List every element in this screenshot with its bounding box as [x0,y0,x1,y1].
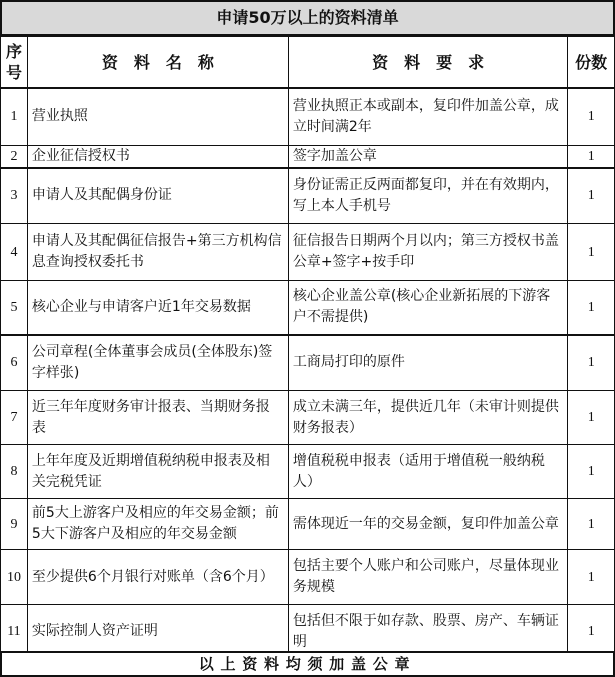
table-row [1,391,615,445]
row-no: 3 [1,168,28,224]
table-row [1,224,615,281]
row-name [27,499,288,550]
row-requirement: 包括主要个人账户和公司账户，尽量体现业务规模 [288,550,568,605]
row-requirement: 征信报告日期两个月以内；第三方授权书盖公章+签字+按手印 [288,224,568,281]
row-copies: 1 [568,605,615,659]
table-row [1,281,615,335]
table-row [1,168,615,224]
row-name: 近三年年度财务审计报表、当期财务报表 [27,391,288,445]
row-no: 2 [1,145,28,168]
row-no: 8 [1,445,28,499]
row-name: 申请人及其配偶身份证 [27,168,288,224]
row-copies: 1 [568,550,615,605]
row-no: 1 [1,88,28,145]
row-requirement: 签字加盖公章 [288,145,568,168]
row-copies: 1 [568,391,615,445]
table-row [1,445,615,499]
document-title: 申请50万以上的资料清单 [0,0,615,36]
row-requirement: 营业执照正本或副本，复印件加盖公章，成立时间满2年 [288,88,568,145]
footer-note: 以上资料均须加盖公章 [0,651,615,677]
table-row [1,88,615,145]
row-requirement: 身份证需正反两面都复印，并在有效期内，写上本人手机号 [288,168,568,224]
row-name: 实际控制人资产证明 [27,605,288,659]
row-copies: 1 [568,88,615,145]
row-name: 营业执照 [27,88,288,145]
header-no: 序号 [1,37,28,89]
row-name: 申请人及其配偶征信报告+第三方机构信息查询授权委托书 [27,224,288,281]
row-no: 4 [1,224,28,281]
row-name: 上年年度及近期增值税纳税申报表及相关完税凭证 [27,445,288,499]
row-no: 9 [1,499,28,550]
header-copies: 份数 [568,37,615,89]
materials-table [0,36,615,659]
table-row [1,145,615,168]
row-no: 11 [1,605,28,659]
row-no: 5 [1,281,28,335]
table-row [1,335,615,391]
row-requirement: 工商局打印的原件 [288,335,568,391]
row-copies: 1 [568,145,615,168]
table-row [1,550,615,605]
header-row [1,37,615,89]
row-requirement: 核心企业盖公章(核心企业新拓展的下游客户不需提供) [288,281,568,335]
row-copies: 1 [568,335,615,391]
row-copies: 1 [568,499,615,550]
row-copies: 1 [568,281,615,335]
row-copies: 1 [568,224,615,281]
table-row [1,499,615,550]
row-name: 核心企业与申请客户近1年交易数据 [27,281,288,335]
row-name-text: 前5大上游客户及相应的年交易金额；前5大下游客户及相应的年交易金额 [31,505,279,542]
row-name: 公司章程(全体董事会成员(全体股东)签字样张) [27,335,288,391]
row-copies: 1 [568,168,615,224]
row-requirement: 包括但不限于如存款、股票、房产、车辆证明 [288,605,568,659]
row-no: 6 [1,335,28,391]
header-requirement: 资 料 要 求 [288,37,568,89]
row-no: 7 [1,391,28,445]
row-requirement: 增值税税申报表（适用于增值税一般纳税人） [288,445,568,499]
row-name: 企业征信授权书 [27,145,288,168]
row-requirement: 需体现近一年的交易金额，复印件加盖公章 [288,499,568,550]
header-name: 资 料 名 称 [27,37,288,89]
row-requirement: 成立未满三年，提供近几年（未审计则提供财务报表） [288,391,568,445]
row-no: 10 [1,550,28,605]
row-name: 至少提供6个月银行对账单（含6个月） [27,550,288,605]
row-copies: 1 [568,445,615,499]
